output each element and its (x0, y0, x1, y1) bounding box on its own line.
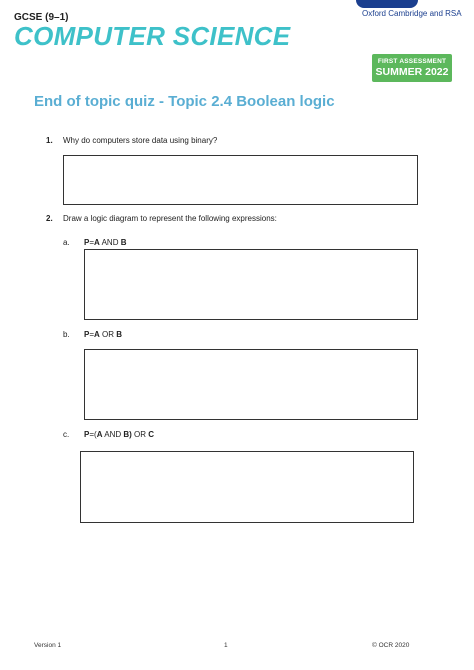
question-2-text: Draw a logic diagram to represent the following expressions: (63, 214, 277, 223)
subpart-c-letter: c. (63, 430, 70, 439)
subpart-a-expression: P=A AND B (84, 238, 127, 247)
first-assessment-badge (372, 54, 452, 82)
footer-version: Version 1 (34, 642, 62, 649)
brand-subtitle: Oxford Cambridge and RSA (362, 9, 462, 18)
footer-page-number: 1 (224, 642, 228, 649)
badge-line1: FIRST ASSESSMENT (377, 58, 447, 65)
question-2-number: 2. (46, 214, 53, 223)
answer-box-1[interactable] (63, 155, 418, 205)
subpart-c-expression: P=(A AND B) OR C (84, 430, 155, 439)
subject-title: COMPUTER SCIENCE (14, 21, 291, 51)
answer-box-2b[interactable] (84, 349, 418, 420)
footer-copyright: © OCR 2020 (372, 642, 410, 649)
subpart-a-letter: a. (63, 238, 70, 247)
answer-box-2c[interactable] (80, 451, 414, 523)
subpart-b-letter: b. (63, 330, 70, 339)
quiz-title: End of topic quiz - Topic 2.4 Boolean logic (34, 93, 335, 110)
qualification-level: GCSE (9–1) (14, 12, 69, 23)
ocr-logo (356, 0, 418, 8)
answer-box-2a[interactable] (84, 249, 418, 320)
question-1-text: Why do computers store data using binary? (63, 136, 218, 145)
question-1-number: 1. (46, 136, 53, 145)
badge-line2: SUMMER 2022 (375, 66, 449, 78)
subpart-b-expression: P=A OR B (84, 330, 123, 339)
